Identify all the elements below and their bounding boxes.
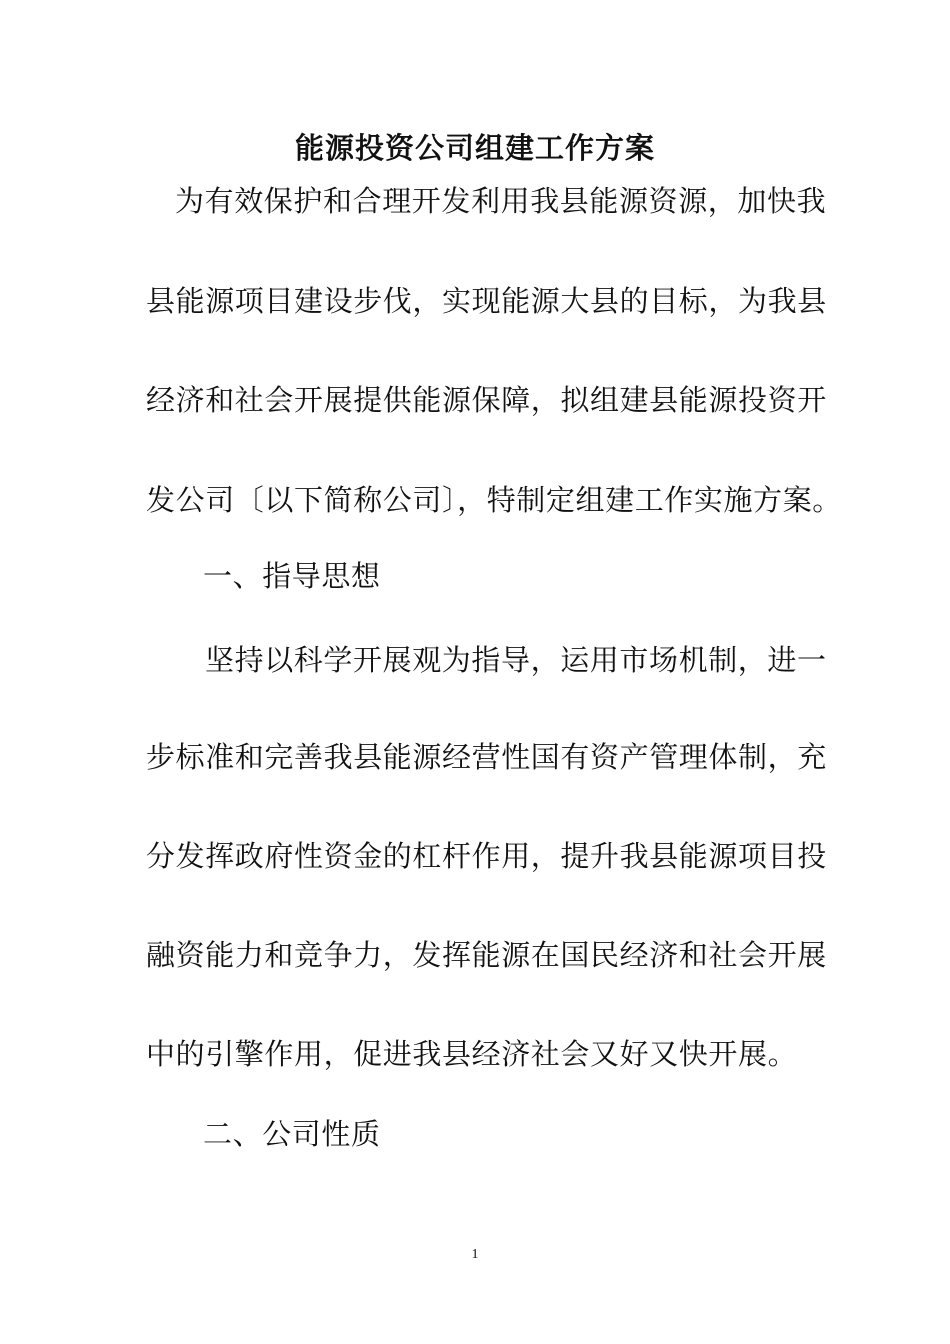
paragraph-line: 县能源项目建设步伐，实现能源大县的目标，为我县 (146, 284, 827, 318)
document-title: 能源投资公司组建工作方案 (294, 131, 655, 165)
paragraph-line: 为有效保护和合理开发利用我县能源资源，加快我 (175, 184, 827, 218)
paragraph-line: 发公司〔以下简称公司〕，特制定组建工作实施方案。 (146, 483, 842, 517)
section-heading: 一、指导思想 (203, 559, 381, 593)
paragraph-line: 步标准和完善我县能源经营性国有资产管理体制，充 (146, 740, 827, 774)
paragraph-line: 分发挥政府性资金的杠杆作用，提升我县能源项目投 (146, 839, 827, 873)
page-number: 1 (471, 1247, 479, 1262)
paragraph-line: 坚持以科学开展观为指导，运用市场机制，进一 (205, 643, 827, 677)
paragraph-line: 中的引擎作用，促进我县经济社会又好又快开展。 (146, 1037, 798, 1071)
paragraph-line: 融资能力和竞争力，发挥能源在国民经济和社会开展 (146, 938, 827, 972)
paragraph-line: 经济和社会开展提供能源保障，拟组建县能源投资开 (146, 383, 827, 417)
section-heading: 二、公司性质 (203, 1117, 381, 1151)
